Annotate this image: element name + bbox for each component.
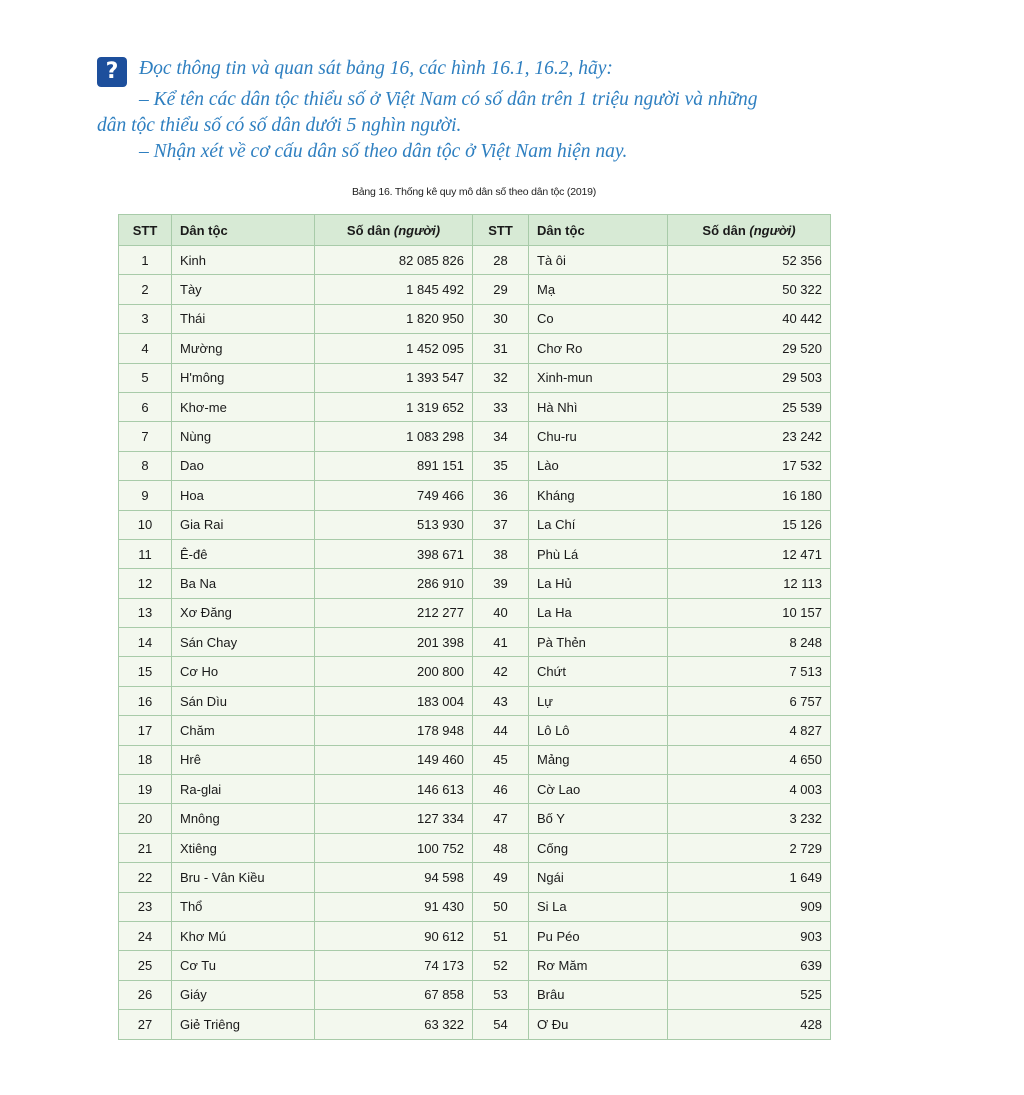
cell-stt: 39 <box>473 569 529 598</box>
cell-population: 10 157 <box>668 598 831 627</box>
cell-population: 3 232 <box>668 804 831 833</box>
cell-stt: 36 <box>473 481 529 510</box>
cell-population: 1 820 950 <box>315 304 473 333</box>
table-row <box>119 539 831 568</box>
table-caption: Bảng 16. Thống kê quy mô dân số theo dân tộc (2019) <box>351 186 597 198</box>
cell-population: 1 649 <box>668 863 831 892</box>
cell-stt: 12 <box>119 569 172 598</box>
cell-ethnic: Thổ <box>172 892 315 921</box>
cell-population: 6 757 <box>668 686 831 715</box>
cell-stt: 30 <box>473 304 529 333</box>
table-row <box>119 804 831 833</box>
cell-ethnic: Tà ôi <box>529 246 668 275</box>
cell-ethnic: Kinh <box>172 246 315 275</box>
cell-population: 749 466 <box>315 481 473 510</box>
cell-population: 428 <box>668 1010 831 1039</box>
cell-stt: 11 <box>119 539 172 568</box>
cell-population: 29 503 <box>668 363 831 392</box>
cell-stt: 48 <box>473 833 529 862</box>
table-row <box>119 363 831 392</box>
cell-population: 212 277 <box>315 598 473 627</box>
cell-stt: 47 <box>473 804 529 833</box>
cell-ethnic: Ra-glai <box>172 775 315 804</box>
cell-ethnic: Si La <box>529 892 668 921</box>
cell-ethnic: Giẻ Triêng <box>172 1010 315 1039</box>
cell-ethnic: Xinh-mun <box>529 363 668 392</box>
table-row <box>119 246 831 275</box>
cell-ethnic: Co <box>529 304 668 333</box>
table-row <box>119 892 831 921</box>
table-row <box>119 980 831 1009</box>
cell-ethnic: Ngái <box>529 863 668 892</box>
population-table <box>118 214 831 1040</box>
cell-ethnic: Pu Péo <box>529 921 668 950</box>
cell-population: 1 452 095 <box>315 334 473 363</box>
cell-stt: 35 <box>473 451 529 480</box>
cell-ethnic: Thái <box>172 304 315 333</box>
cell-stt: 46 <box>473 775 529 804</box>
cell-population: 52 356 <box>668 246 831 275</box>
cell-stt: 33 <box>473 392 529 421</box>
cell-ethnic: Lô Lô <box>529 716 668 745</box>
cell-population: 8 248 <box>668 628 831 657</box>
cell-ethnic: Cống <box>529 833 668 862</box>
table-row <box>119 334 831 363</box>
cell-population: 4 650 <box>668 745 831 774</box>
cell-stt: 52 <box>473 951 529 980</box>
cell-stt: 50 <box>473 892 529 921</box>
cell-population: 7 513 <box>668 657 831 686</box>
cell-ethnic: Mạ <box>529 275 668 304</box>
table-row <box>119 716 831 745</box>
cell-population: 29 520 <box>668 334 831 363</box>
question-mark-icon: ? <box>97 57 127 87</box>
cell-population: 903 <box>668 921 831 950</box>
cell-ethnic: Giáy <box>172 980 315 1009</box>
cell-ethnic: Rơ Măm <box>529 951 668 980</box>
cell-ethnic: Mường <box>172 334 315 363</box>
cell-stt: 22 <box>119 863 172 892</box>
cell-ethnic: Hà Nhì <box>529 392 668 421</box>
cell-ethnic: Chứt <box>529 657 668 686</box>
table-row <box>119 598 831 627</box>
cell-population: 146 613 <box>315 775 473 804</box>
cell-stt: 20 <box>119 804 172 833</box>
cell-stt: 6 <box>119 392 172 421</box>
cell-population: 286 910 <box>315 569 473 598</box>
cell-stt: 2 <box>119 275 172 304</box>
cell-stt: 24 <box>119 921 172 950</box>
table-row <box>119 451 831 480</box>
table-row <box>119 628 831 657</box>
header-population-right <box>668 215 831 246</box>
cell-population: 67 858 <box>315 980 473 1009</box>
header-stt-left: STT <box>119 215 172 246</box>
cell-stt: 16 <box>119 686 172 715</box>
cell-ethnic: Chăm <box>172 716 315 745</box>
question-block <box>97 56 897 165</box>
cell-stt: 49 <box>473 863 529 892</box>
cell-stt: 13 <box>119 598 172 627</box>
cell-ethnic: Cờ Lao <box>529 775 668 804</box>
cell-population: 12 113 <box>668 569 831 598</box>
cell-stt: 4 <box>119 334 172 363</box>
cell-stt: 40 <box>473 598 529 627</box>
table-row <box>119 1010 831 1039</box>
cell-ethnic: Hoa <box>172 481 315 510</box>
table-row <box>119 569 831 598</box>
cell-stt: 34 <box>473 422 529 451</box>
cell-population: 16 180 <box>668 481 831 510</box>
table-row <box>119 481 831 510</box>
cell-stt: 28 <box>473 246 529 275</box>
cell-stt: 44 <box>473 716 529 745</box>
cell-ethnic: Kháng <box>529 481 668 510</box>
cell-stt: 21 <box>119 833 172 862</box>
cell-ethnic: Gia Rai <box>172 510 315 539</box>
cell-population: 63 322 <box>315 1010 473 1039</box>
cell-stt: 3 <box>119 304 172 333</box>
question-task-1-line-2: dân tộc thiểu số có số dân dưới 5 nghìn người. <box>97 115 462 136</box>
cell-ethnic: Chu-ru <box>529 422 668 451</box>
cell-ethnic: Mảng <box>529 745 668 774</box>
cell-ethnic: Bố Y <box>529 804 668 833</box>
cell-population: 2 729 <box>668 833 831 862</box>
table-row <box>119 745 831 774</box>
cell-ethnic: Sán Dìu <box>172 686 315 715</box>
table-header-row <box>119 215 831 246</box>
cell-stt: 32 <box>473 363 529 392</box>
header-population-left <box>315 215 473 246</box>
header-population-label: Số dân <box>702 222 746 238</box>
cell-population: 1 845 492 <box>315 275 473 304</box>
cell-stt: 17 <box>119 716 172 745</box>
cell-population: 178 948 <box>315 716 473 745</box>
cell-stt: 26 <box>119 980 172 1009</box>
table-row <box>119 510 831 539</box>
cell-population: 183 004 <box>315 686 473 715</box>
table-row <box>119 921 831 950</box>
cell-ethnic: Hrê <box>172 745 315 774</box>
cell-stt: 18 <box>119 745 172 774</box>
cell-stt: 31 <box>473 334 529 363</box>
table-row <box>119 775 831 804</box>
cell-population: 4 003 <box>668 775 831 804</box>
cell-population: 25 539 <box>668 392 831 421</box>
cell-population: 200 800 <box>315 657 473 686</box>
header-stt-right: STT <box>473 215 529 246</box>
cell-population: 100 752 <box>315 833 473 862</box>
cell-population: 4 827 <box>668 716 831 745</box>
cell-stt: 25 <box>119 951 172 980</box>
cell-ethnic: Sán Chay <box>172 628 315 657</box>
cell-ethnic: Xơ Đăng <box>172 598 315 627</box>
cell-population: 149 460 <box>315 745 473 774</box>
cell-stt: 38 <box>473 539 529 568</box>
question-intro: Đọc thông tin và quan sát bảng 16, các hình 16.1, 16.2, hãy: <box>139 58 613 79</box>
cell-ethnic: Khơ-me <box>172 392 315 421</box>
cell-ethnic: Mnông <box>172 804 315 833</box>
cell-stt: 37 <box>473 510 529 539</box>
question-task-2: – Nhận xét về cơ cấu dân số theo dân tộc ở Việt Nam hiện nay. <box>139 141 628 162</box>
cell-ethnic: Xtiêng <box>172 833 315 862</box>
cell-population: 94 598 <box>315 863 473 892</box>
cell-population: 12 471 <box>668 539 831 568</box>
header-population-unit: (người) <box>749 222 796 238</box>
question-task-1-line-1: – Kể tên các dân tộc thiểu số ở Việt Nam có số dân trên 1 triệu người và những <box>139 89 758 110</box>
cell-stt: 45 <box>473 745 529 774</box>
cell-ethnic: Lào <box>529 451 668 480</box>
cell-ethnic: Brâu <box>529 980 668 1009</box>
cell-ethnic: H'mông <box>172 363 315 392</box>
cell-stt: 27 <box>119 1010 172 1039</box>
cell-stt: 10 <box>119 510 172 539</box>
cell-ethnic: Ơ Đu <box>529 1010 668 1039</box>
cell-population: 398 671 <box>315 539 473 568</box>
cell-stt: 9 <box>119 481 172 510</box>
table-row <box>119 863 831 892</box>
cell-population: 17 532 <box>668 451 831 480</box>
header-ethnic-right: Dân tộc <box>529 215 668 246</box>
cell-stt: 8 <box>119 451 172 480</box>
cell-stt: 5 <box>119 363 172 392</box>
cell-stt: 54 <box>473 1010 529 1039</box>
cell-stt: 15 <box>119 657 172 686</box>
cell-ethnic: La Ha <box>529 598 668 627</box>
cell-population: 525 <box>668 980 831 1009</box>
cell-stt: 53 <box>473 980 529 1009</box>
cell-ethnic: Khơ Mú <box>172 921 315 950</box>
cell-stt: 29 <box>473 275 529 304</box>
table-row <box>119 275 831 304</box>
cell-population: 50 322 <box>668 275 831 304</box>
table-row <box>119 422 831 451</box>
table-row <box>119 951 831 980</box>
cell-ethnic: Lự <box>529 686 668 715</box>
question-intro-line <box>97 56 897 87</box>
cell-stt: 41 <box>473 628 529 657</box>
cell-population: 23 242 <box>668 422 831 451</box>
table-row <box>119 833 831 862</box>
cell-population: 1 319 652 <box>315 392 473 421</box>
cell-ethnic: Tày <box>172 275 315 304</box>
cell-population: 891 151 <box>315 451 473 480</box>
cell-ethnic: Nùng <box>172 422 315 451</box>
table-row <box>119 392 831 421</box>
cell-population: 74 173 <box>315 951 473 980</box>
cell-ethnic: Pà Thẻn <box>529 628 668 657</box>
cell-population: 15 126 <box>668 510 831 539</box>
cell-population: 513 930 <box>315 510 473 539</box>
cell-stt: 1 <box>119 246 172 275</box>
cell-population: 40 442 <box>668 304 831 333</box>
cell-population: 90 612 <box>315 921 473 950</box>
table-row <box>119 686 831 715</box>
cell-ethnic: Ba Na <box>172 569 315 598</box>
cell-population: 639 <box>668 951 831 980</box>
cell-ethnic: Chơ Ro <box>529 334 668 363</box>
cell-stt: 19 <box>119 775 172 804</box>
cell-ethnic: Bru - Vân Kiều <box>172 863 315 892</box>
header-ethnic-left: Dân tộc <box>172 215 315 246</box>
cell-stt: 42 <box>473 657 529 686</box>
cell-population: 1 393 547 <box>315 363 473 392</box>
cell-ethnic: La Hủ <box>529 569 668 598</box>
table-body <box>119 246 831 1040</box>
cell-population: 201 398 <box>315 628 473 657</box>
header-population-label: Số dân <box>346 222 391 238</box>
cell-stt: 23 <box>119 892 172 921</box>
cell-ethnic: Dao <box>172 451 315 480</box>
cell-population: 82 085 826 <box>315 246 473 275</box>
cell-stt: 14 <box>119 628 172 657</box>
table-row <box>119 657 831 686</box>
header-population-unit: (người) <box>393 222 441 238</box>
cell-ethnic: Ê-đê <box>172 539 315 568</box>
cell-stt: 7 <box>119 422 172 451</box>
cell-population: 91 430 <box>315 892 473 921</box>
cell-population: 127 334 <box>315 804 473 833</box>
cell-ethnic: Cơ Tu <box>172 951 315 980</box>
cell-ethnic: La Chí <box>529 510 668 539</box>
cell-ethnic: Phù Lá <box>529 539 668 568</box>
cell-stt: 51 <box>473 921 529 950</box>
cell-ethnic: Cơ Ho <box>172 657 315 686</box>
cell-population: 909 <box>668 892 831 921</box>
cell-stt: 43 <box>473 686 529 715</box>
table-row <box>119 304 831 333</box>
cell-population: 1 083 298 <box>315 422 473 451</box>
